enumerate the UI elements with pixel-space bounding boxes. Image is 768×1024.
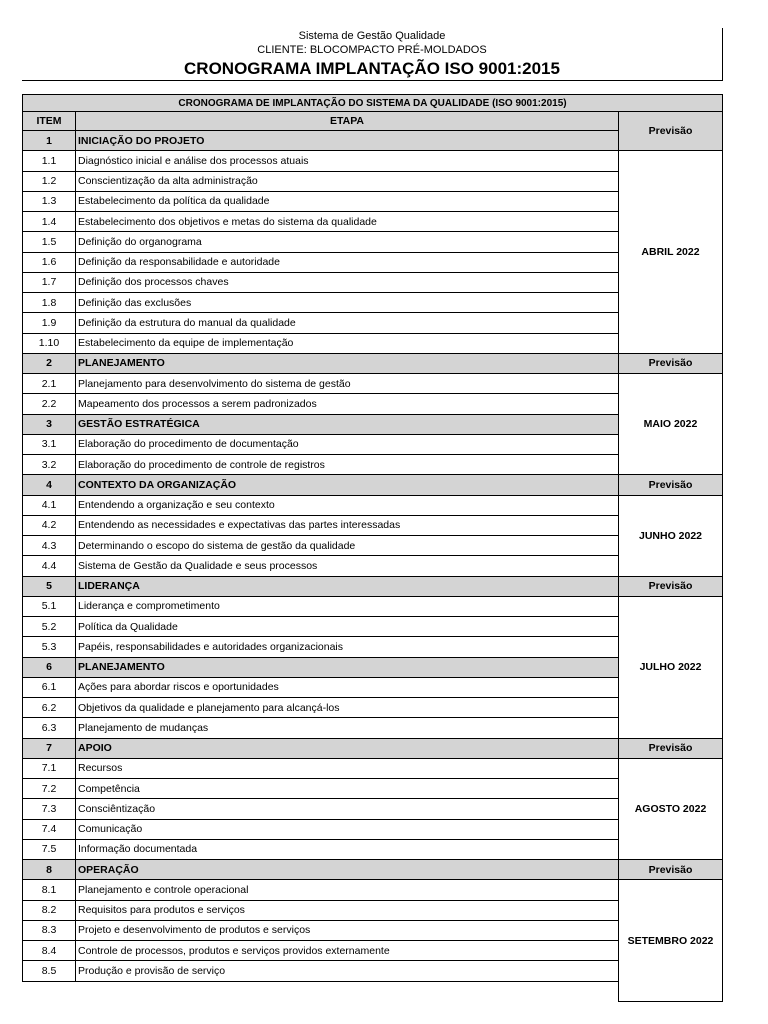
- item-number: 7.3: [22, 798, 76, 819]
- task-description: Controle de processos, produtos e serviços providos externamente: [75, 940, 619, 961]
- task-description: Definição dos processos chaves: [75, 272, 619, 293]
- item-number: 7: [22, 738, 76, 759]
- item-number: 6: [22, 657, 76, 678]
- task-description: Diagnóstico inicial e análise dos processos atuais: [75, 150, 619, 171]
- item-number: 1.3: [22, 191, 76, 212]
- task-description: Conscientização da alta administração: [75, 171, 619, 192]
- item-number: 8.5: [22, 960, 76, 981]
- section-title: APOIO: [75, 738, 619, 759]
- forecast-month: AGOSTO 2022: [618, 758, 723, 860]
- item-number: 3.2: [22, 454, 76, 475]
- section-title: LIDERANÇA: [75, 576, 619, 597]
- task-description: Comunicação: [75, 819, 619, 840]
- item-number: 4.4: [22, 555, 76, 576]
- item-number: 6.3: [22, 717, 76, 738]
- item-number: 5.1: [22, 596, 76, 617]
- task-description: Ações para abordar riscos e oportunidades: [75, 677, 619, 698]
- forecast-month: SETEMBRO 2022: [618, 879, 723, 1002]
- item-number: 1.6: [22, 252, 76, 273]
- document-title: CRONOGRAMA IMPLANTAÇÃO ISO 9001:2015: [184, 59, 560, 78]
- task-description: Objetivos da qualidade e planejamento para alcançá-los: [75, 697, 619, 718]
- item-number: 1: [22, 130, 76, 151]
- task-description: Definição das exclusões: [75, 292, 619, 313]
- table-title-row: [22, 94, 723, 111]
- system-name: Sistema de Gestão Qualidade: [298, 30, 446, 42]
- task-description: Projeto e desenvolvimento de produtos e serviços: [75, 920, 619, 941]
- task-description: Liderança e comprometimento: [75, 596, 619, 617]
- item-number: 3: [22, 414, 76, 435]
- previsao-label: Previsão: [618, 353, 723, 374]
- item-number: 7.1: [22, 758, 76, 779]
- item-number: 1.8: [22, 292, 76, 313]
- item-number: 8.1: [22, 879, 76, 900]
- item-number: 5.2: [22, 616, 76, 637]
- task-description: Planejamento de mudanças: [75, 717, 619, 738]
- item-number: 7.4: [22, 819, 76, 840]
- item-number: 3.1: [22, 434, 76, 455]
- previsao-label: Previsão: [618, 111, 723, 151]
- item-number: 6.1: [22, 677, 76, 698]
- forecast-month: ABRIL 2022: [618, 150, 723, 354]
- item-number: 4.3: [22, 535, 76, 556]
- section-title: PLANEJAMENTO: [75, 657, 619, 678]
- task-description: Determinando o escopo do sistema de gestão da qualidade: [75, 535, 619, 556]
- item-number: 5: [22, 576, 76, 597]
- task-description: Estabelecimento da política da qualidade: [75, 191, 619, 212]
- task-description: Política da Qualidade: [75, 616, 619, 637]
- item-number: 8.2: [22, 900, 76, 921]
- item-number: 1.10: [22, 333, 76, 354]
- section-title: PLANEJAMENTO: [75, 353, 619, 374]
- task-description: Planejamento para desenvolvimento do sistema de gestão: [75, 373, 619, 394]
- column-header-item: ITEM: [22, 111, 76, 131]
- item-number: 4: [22, 474, 76, 495]
- item-number: 5.3: [22, 636, 76, 657]
- task-description: Sistema de Gestão da Qualidade e seus processos: [75, 555, 619, 576]
- item-number: 1.7: [22, 272, 76, 293]
- item-number: 8.3: [22, 920, 76, 941]
- task-description: Requisitos para produtos e serviços: [75, 900, 619, 921]
- item-number: 7.2: [22, 778, 76, 799]
- task-description: Entendendo a organização e seu contexto: [75, 495, 619, 516]
- forecast-month: JUNHO 2022: [618, 495, 723, 577]
- previsao-label: Previsão: [618, 738, 723, 759]
- item-number: 1.2: [22, 171, 76, 192]
- task-description: Definição da responsabilidade e autoridade: [75, 252, 619, 273]
- task-description: Estabelecimento dos objetivos e metas do sistema da qualidade: [75, 211, 619, 232]
- forecast-month: MAIO 2022: [618, 373, 723, 475]
- task-description: Elaboração do procedimento de controle de registros: [75, 454, 619, 475]
- item-number: 2.1: [22, 373, 76, 394]
- task-description: Mapeamento dos processos a serem padronizados: [75, 393, 619, 414]
- task-description: Informação documentada: [75, 839, 619, 860]
- item-number: 7.5: [22, 839, 76, 860]
- previsao-label: Previsão: [618, 576, 723, 597]
- task-description: Definição do organograma: [75, 231, 619, 252]
- item-number: 4.1: [22, 495, 76, 516]
- item-number: 6.2: [22, 697, 76, 718]
- task-description: Recursos: [75, 758, 619, 779]
- client-name: CLIENTE: BLOCOMPACTO PRÉ-MOLDADOS: [257, 44, 487, 56]
- section-title: GESTÃO ESTRATÉGICA: [75, 414, 619, 435]
- item-number: 8: [22, 859, 76, 880]
- item-number: 1.5: [22, 231, 76, 252]
- table-title: CRONOGRAMA DE IMPLANTAÇÃO DO SISTEMA DA QUALIDADE (ISO 9001:2015): [22, 94, 723, 112]
- column-header-etapa: ETAPA: [75, 111, 619, 131]
- section-title: OPERAÇÃO: [75, 859, 619, 880]
- document-header: [22, 28, 723, 81]
- previsao-label: Previsão: [618, 859, 723, 880]
- task-description: Competência: [75, 778, 619, 799]
- task-description: Consciêntização: [75, 798, 619, 819]
- section-title: CONTEXTO DA ORGANIZAÇÃO: [75, 474, 619, 495]
- task-description: Papéis, responsabilidades e autoridades organizacionais: [75, 636, 619, 657]
- item-number: 1.9: [22, 312, 76, 333]
- item-number: 1.1: [22, 150, 76, 171]
- task-description: Elaboração do procedimento de documentação: [75, 434, 619, 455]
- section-title: INICIAÇÃO DO PROJETO: [75, 130, 619, 151]
- task-description: Definição da estrutura do manual da qualidade: [75, 312, 619, 333]
- forecast-month: JULHO 2022: [618, 596, 723, 739]
- task-description: Produção e provisão de serviço: [75, 960, 619, 981]
- item-number: 8.4: [22, 940, 76, 961]
- item-number: 4.2: [22, 515, 76, 536]
- task-description: Estabelecimento da equipe de implementação: [75, 333, 619, 354]
- item-number: 2.2: [22, 393, 76, 414]
- item-number: 2: [22, 353, 76, 374]
- previsao-label: Previsão: [618, 474, 723, 495]
- task-description: Planejamento e controle operacional: [75, 879, 619, 900]
- task-description: Entendendo as necessidades e expectativas das partes interessadas: [75, 515, 619, 536]
- item-number: 1.4: [22, 211, 76, 232]
